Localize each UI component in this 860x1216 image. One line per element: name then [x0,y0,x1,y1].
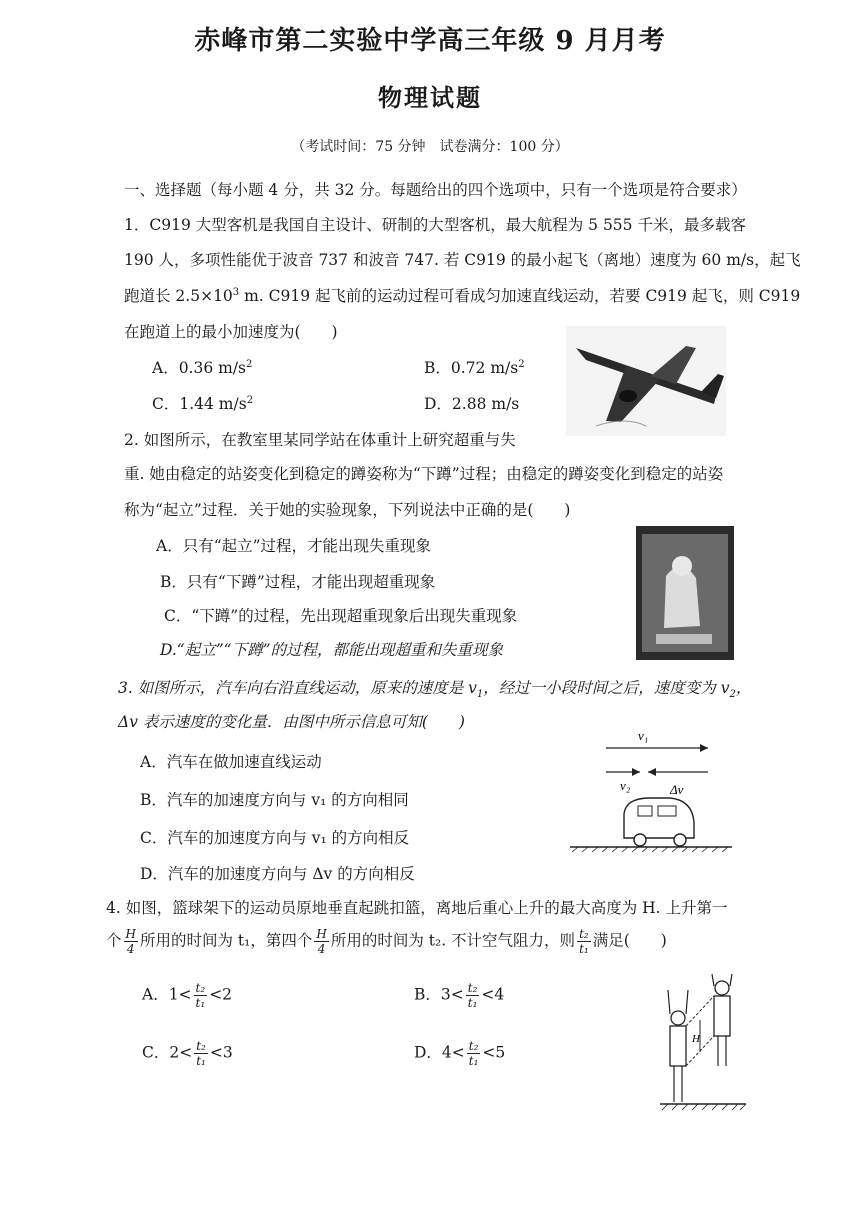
q4-option-b-pre: B．3< [414,985,464,1004]
q1-option-b-text: B．0.72 m/s [424,359,519,377]
q1-option-a [152,356,252,378]
q4-frac-den: 4 [126,942,135,956]
q3-option-c: C．汽车的加速度方向与 v₁ 的方向相反 [140,829,410,847]
q4-option-b-frac [466,982,480,1009]
q4-c-t2: t₂ [196,1039,206,1053]
exam-title: 赤峰市第二实验中学高三年级 9 月月考 [194,26,666,56]
q2-option-c: C．“下蹲”的过程，先出现超重现象后出现失重现象 [164,607,518,625]
q4-line-1: 4. 如图，篮球架下的运动员原地垂直起跳扣篮，离地后重心上升的最大高度为 H. 上升第一 [106,899,728,917]
q3-line-1c: ， [735,679,752,697]
q3-option-b: B．汽车的加速度方向与 v₁ 的方向相同 [140,791,409,809]
q3-option-d: D．汽车的加速度方向与 Δv 的方向相反 [140,865,415,883]
q1-option-a-text: A．0.36 m/s [152,359,247,377]
height-label: H [692,1033,700,1045]
q2-option-a: A．只有“起立”过程，才能出现失重现象 [156,537,432,555]
q2-line-3: 称为“起立”过程．关于她的实验现象，下列说法中正确的是( ) [124,501,571,519]
q4-option-b [414,982,504,1009]
q4-frac-t1: t₁ [579,942,589,956]
section-heading: 一、选择题（每小题 4 分，共 32 分。每题给出的四个选项中，只有一个选项是符合要求） [124,181,747,199]
player-jump-head-icon [715,981,729,995]
q1-option-b-sq: 2 [518,358,525,370]
q4-c-t1: t₁ [196,1054,206,1068]
q2-option-d: D.“起立”“下蹲”的过程，都能出现超重和失重现象 [160,641,503,659]
q1-exponent: 3 [232,286,240,298]
q3-v2: v [720,679,730,697]
q4-option-a-post: <2 [209,985,233,1004]
q1-option-c-text: C．1.44 m/s [152,395,247,413]
q4-option-c [142,1040,233,1067]
q4-a-t1: t₁ [195,996,206,1010]
basketball-jump-diagram [654,970,750,1120]
q4-b-t1: t₁ [467,996,478,1010]
q2-option-b: B．只有“下蹲”过程，才能出现超重现象 [160,573,436,591]
airplane-engine [619,390,637,402]
q4-fraction-h4-b [314,928,328,955]
q4-line-2 [106,928,667,955]
airplane-photo [566,326,726,436]
car-icon [624,798,694,838]
q1-line-3 [124,284,800,306]
q3-line-1 [118,676,751,700]
q4-line-2b: 所用的时间为 t₁，第四个 [139,931,313,950]
player-jumping-icon [714,996,730,1036]
q4-option-a [142,982,232,1009]
subject-title: 物理试题 [378,83,482,112]
scale-icon [656,634,712,644]
q1-line-4: 在跑道上的最小加速度为( ) [124,323,338,341]
q4-frac-den-2: 4 [317,942,326,956]
q4-frac-num: H [125,927,136,941]
q4-line-2a: 个 [106,931,122,950]
q4-option-d-pre: D．4< [414,1043,465,1062]
q2-line-1: 2. 如图所示，在教室里某同学站在体重计上研究超重与失 [124,431,516,449]
q4-option-d [414,1040,505,1067]
q3-line-1b: ，经过一小段时间之后，速度变为 [483,679,721,697]
player-standing-icon [670,1026,686,1066]
q1-line-3b: m. C919 起飞前的运动过程可看成匀加速直线运动，若要 C919 起飞，则 C919 [239,287,801,305]
q4-fraction-t [577,928,591,955]
q2-line-2: 重. 她由稳定的站姿变化到稳定的蹲姿称为“下蹲”过程；由稳定的蹲姿变化到稳定的站姿 [124,465,724,483]
q3-line-2: Δv 表示速度的变化量．由图中所示信息可知( ) [118,713,465,731]
delta-v-label: Δv [670,782,684,797]
q1-option-c [152,392,253,414]
player-head-icon [671,1011,685,1025]
v1-label: v₁ [638,728,649,743]
exam-info: （考试时间：75 分钟 试卷满分：100 分） [291,139,569,155]
q1-line-2: 190 人，多项性能优于波音 737 和波音 747. 若 C919 的最小起飞（离地）速度为 60 m/s，起飞 [124,251,801,269]
q4-option-d-frac [467,1040,481,1067]
q3-v2-sub: 2 [729,689,736,701]
q1-option-b [424,356,525,378]
q4-a-t2: t₂ [195,981,206,995]
q4-fraction-h4-a [124,928,138,955]
q1-line-3a: 跑道长 2.5×10 [124,287,233,305]
car-velocity-diagram [566,726,736,854]
q1-line-1: 1．C919 大型客机是我国自主设计、研制的大型客机，最大航程为 5 555 千米，最多载客 [124,216,746,234]
q4-option-a-frac [194,982,208,1009]
q4-d-t1: t₁ [468,1054,479,1068]
q3-v1-sub: 1 [476,689,484,701]
q4-b-t2: t₂ [467,981,478,995]
q3-line-1a: 3. 如图所示，汽车向右沿直线运动，原来的速度是 [118,679,469,697]
q4-option-c-pre: C．2< [142,1043,193,1062]
q4-frac-t2: t₂ [579,927,589,941]
q4-line-2d: 满足( ) [592,931,667,950]
q4-frac-num-2: H [316,927,327,941]
q3-v1: v [468,679,477,697]
q4-option-d-post: <5 [482,1043,506,1062]
q4-d-t2: t₂ [468,1039,479,1053]
v2-label: v₂ [620,778,631,793]
q3-option-a: A．汽车在做加速直线运动 [140,753,322,771]
q1-option-a-sq: 2 [246,358,253,370]
q4-option-b-post: <4 [481,985,505,1004]
q4-line-2c: 所用的时间为 t₂. 不计空气阻力，则 [330,931,576,950]
q4-option-c-frac [194,1040,208,1067]
q4-option-a-pre: A．1< [142,985,192,1004]
q4-option-c-post: <3 [209,1043,233,1062]
q1-option-c-sq: 2 [246,394,254,406]
scale-photo [636,526,734,660]
q1-option-d: D．2.88 m/s [424,395,520,413]
